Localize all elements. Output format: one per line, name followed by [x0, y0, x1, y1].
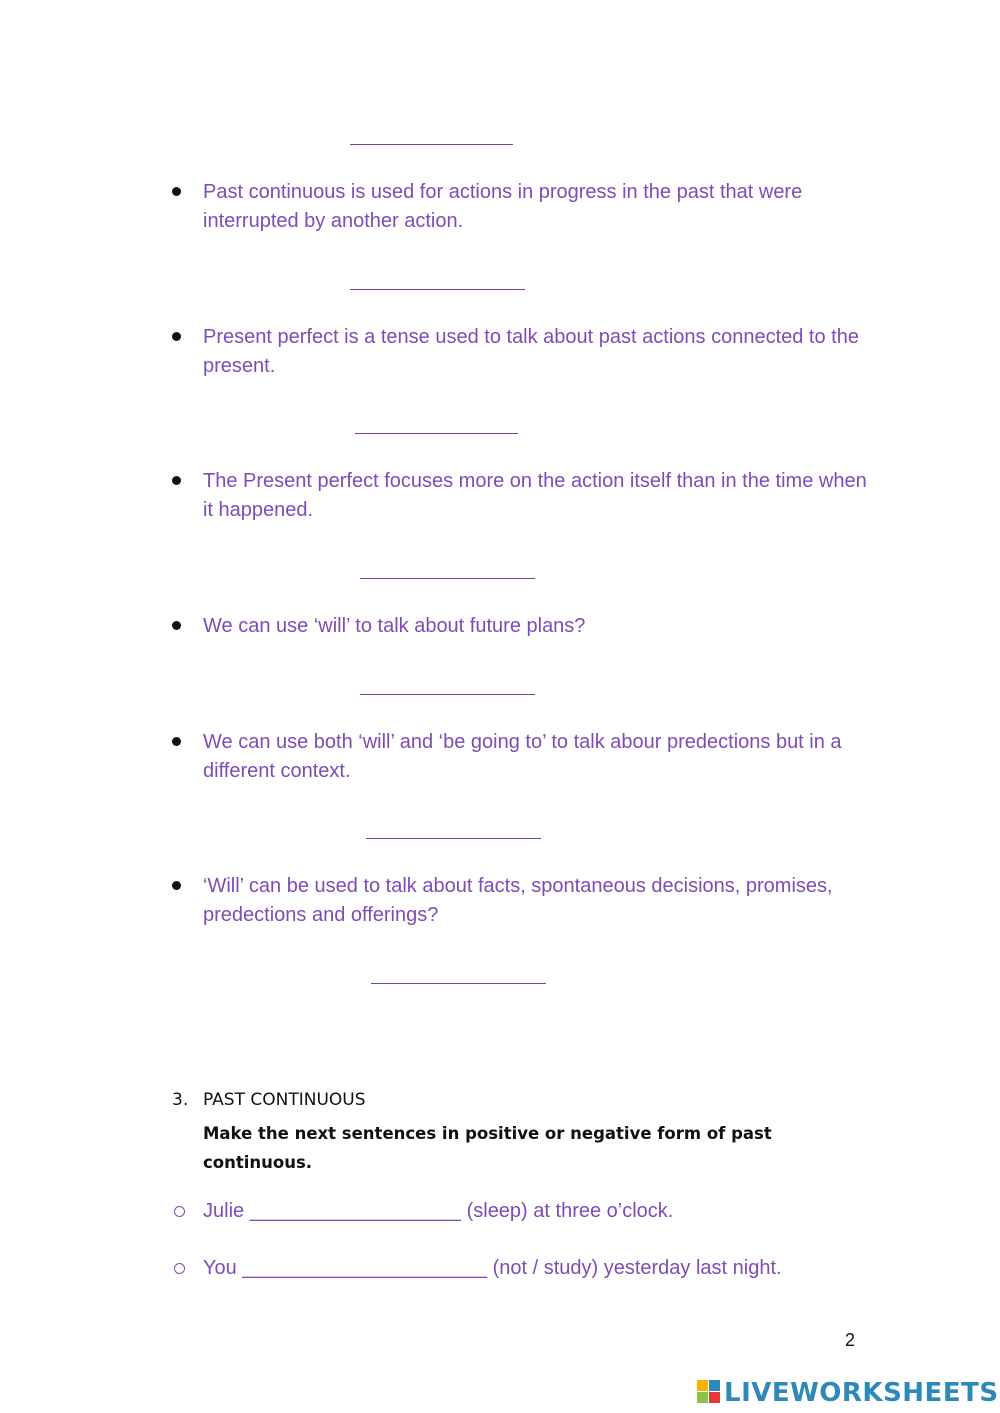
- bullet-icon: [172, 737, 181, 746]
- liveworksheets-logo: [697, 1378, 997, 1408]
- circle-bullet-icon: [174, 1263, 185, 1274]
- bullet-icon: [172, 332, 181, 341]
- answer-blank-2[interactable]: [355, 433, 518, 434]
- bullet-icon: [172, 621, 181, 630]
- section-number: 3.: [172, 1090, 189, 1110]
- bullet-icon: [172, 881, 181, 890]
- answer-blank-1[interactable]: [350, 289, 525, 290]
- exercise-sentence[interactable]: You ______________________ (not / study) yesterday last night.: [203, 1257, 782, 1279]
- circle-bullet-icon: [174, 1206, 185, 1217]
- statement-text: We can use both ‘will’ and ‘be going to’ to talk abour predections but in a different context.: [203, 731, 842, 782]
- answer-blank-0[interactable]: [350, 144, 513, 145]
- section-title: PAST CONTINUOUS: [203, 1090, 366, 1110]
- logo-text: LIVEWORKSHEETS: [724, 1378, 999, 1408]
- bullet-icon: [172, 187, 181, 196]
- exercise-sentence[interactable]: Julie ___________________ (sleep) at three o’clock.: [203, 1200, 674, 1222]
- statement-text: ‘Will’ can be used to talk about facts, spontaneous decisions, promises, predections and offerings?: [203, 875, 833, 926]
- statement-text: The Present perfect focuses more on the action itself than in the time when it happened.: [203, 470, 867, 521]
- answer-blank-4[interactable]: [360, 694, 535, 695]
- logo-grid-icon: [697, 1380, 721, 1404]
- answer-blank-3[interactable]: [360, 578, 535, 579]
- bullet-icon: [172, 476, 181, 485]
- statement-text: Past continuous is used for actions in progress in the past that were interrupted by another action.: [203, 181, 803, 232]
- section-instruction: Make the next sentences in positive or negative form of past continuous.: [203, 1124, 772, 1172]
- answer-blank-5[interactable]: [366, 838, 541, 839]
- answer-blank-6[interactable]: [371, 983, 546, 984]
- statement-text: Present perfect is a tense used to talk about past actions connected to the present.: [203, 326, 859, 377]
- statement-text: We can use ‘will’ to talk about future plans?: [203, 615, 586, 637]
- page-number: 2: [845, 1330, 856, 1350]
